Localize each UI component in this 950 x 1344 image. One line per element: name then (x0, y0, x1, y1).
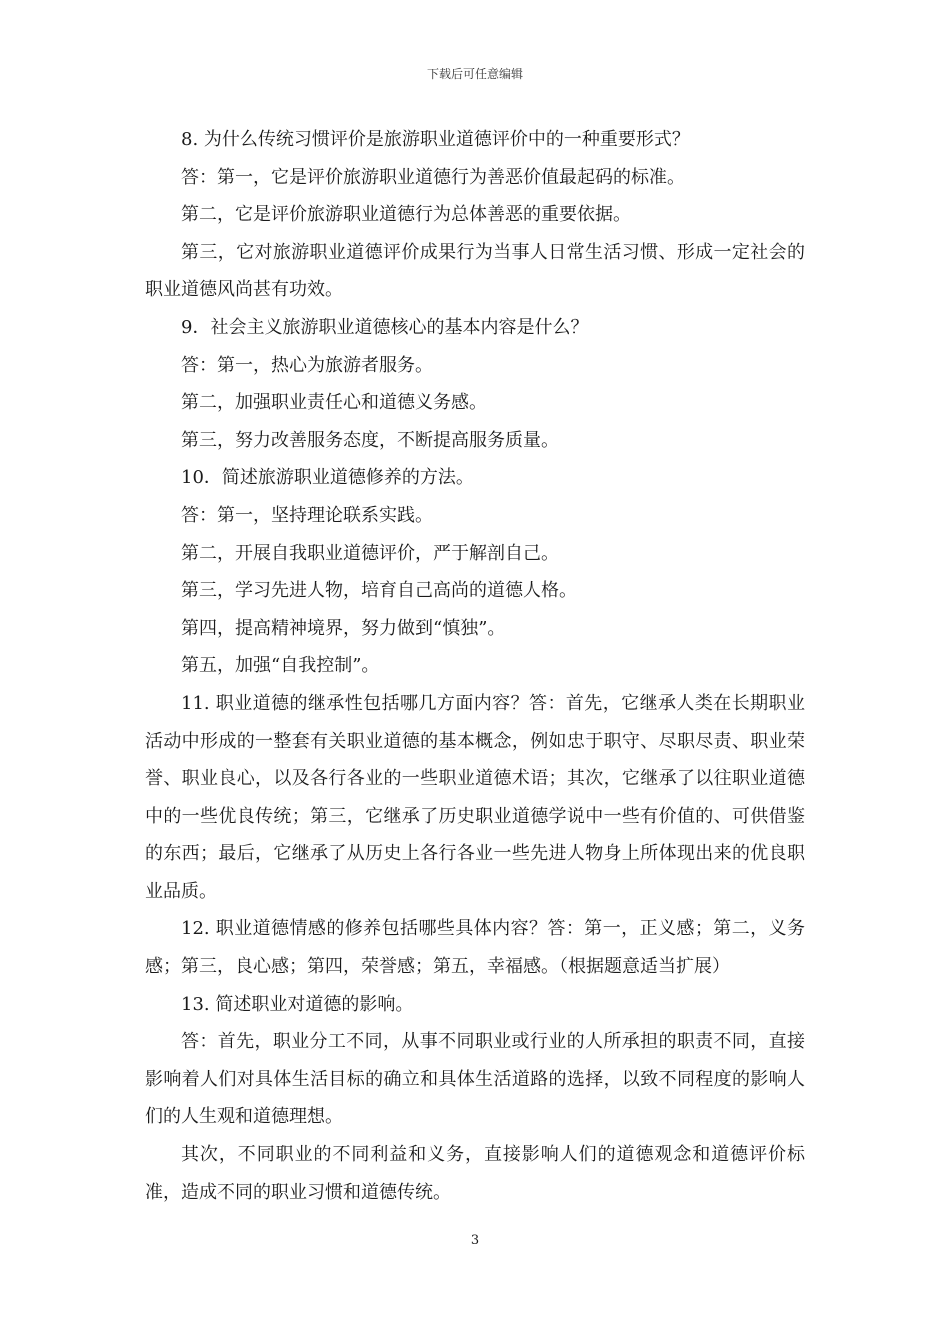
question-13: 13. 简述职业对道德的影响。 (181, 993, 414, 1015)
answer-8-point-1: 答：第一，它是评价旅游职业道德行为善恶价值最起码的标准。 (181, 166, 685, 188)
answer-10-point-4: 第四，提高精神境界，努力做到“慎独”。 (181, 617, 506, 639)
question-9: 9．社会主义旅游职业道德核心的基本内容是什么？ (181, 316, 589, 338)
answer-8-point-3: 第三，它对旅游职业道德评价成果行为当事人日常生活习惯、形成一定社会的职业道德风尚甚有功效。 (145, 241, 805, 301)
answer-10-point-1: 答：第一，坚持理论联系实践。 (181, 504, 433, 526)
answer-10-point-3: 第三，学习先进人物，培育自己高尚的道德人格。 (181, 580, 577, 602)
page-header: 下载后可任意编辑 (426, 67, 523, 81)
answer-9-point-1: 答：第一，热心为旅游者服务。 (181, 354, 433, 376)
question-answer-11: 11. 职业道德的继承性包括哪几方面内容？答：首先，它继承人类在长期职业活动中形成的一整套有关职业道德的基本概念，例如忠于职守、尽职尽责、职业荣誉、职业良心，以及各行各业的一些职业道德术语；其次，它继承了以往职业道德中的一些优良传统；第三，它继承了历史职业道德学说中一些有价值的、可供借鉴的东西；最后，它继承了从历史上各行各业一些先进人物身上所体现出来的优良职业品质。 (145, 692, 805, 902)
question-answer-12: 12. 职业道德情感的修养包括哪些具体内容？答：第一，正义感；第二，义务感；第三，良心感；第四，荣誉感；第五，幸福感。（根据题意适当扩展） (145, 918, 805, 978)
answer-13-part-1: 答：首先，职业分工不同，从事不同职业或行业的人所承担的职责不同，直接影响着人们对具体生活目标的确立和具体生活道路的选择，以致不同程度的影响人们的人生观和道德理想。 (145, 1031, 805, 1128)
answer-9-point-2: 第二，加强职业责任心和道德义务感。 (181, 392, 487, 414)
document-body (145, 121, 805, 1211)
answer-9-point-3: 第三，努力改善服务态度，不断提高服务质量。 (181, 429, 559, 451)
question-10: 10．简述旅游职业道德修养的方法。 (181, 467, 474, 489)
page-number: 3 (470, 1233, 480, 1248)
answer-13-part-2: 其次，不同职业的不同利益和义务，直接影响人们的道德观念和道德评价标准，造成不同的职业习惯和道德传统。 (145, 1144, 805, 1203)
answer-10-point-2: 第二，开展自我职业道德评价，严于解剖自己。 (181, 542, 559, 564)
answer-10-point-5: 第五，加强“自我控制”。 (181, 655, 380, 677)
answer-8-point-2: 第二，它是评价旅游职业道德行为总体善恶的重要依据。 (181, 204, 631, 226)
question-8: 8. 为什么传统习惯评价是旅游职业道德评价中的一种重要形式？ (181, 129, 690, 150)
